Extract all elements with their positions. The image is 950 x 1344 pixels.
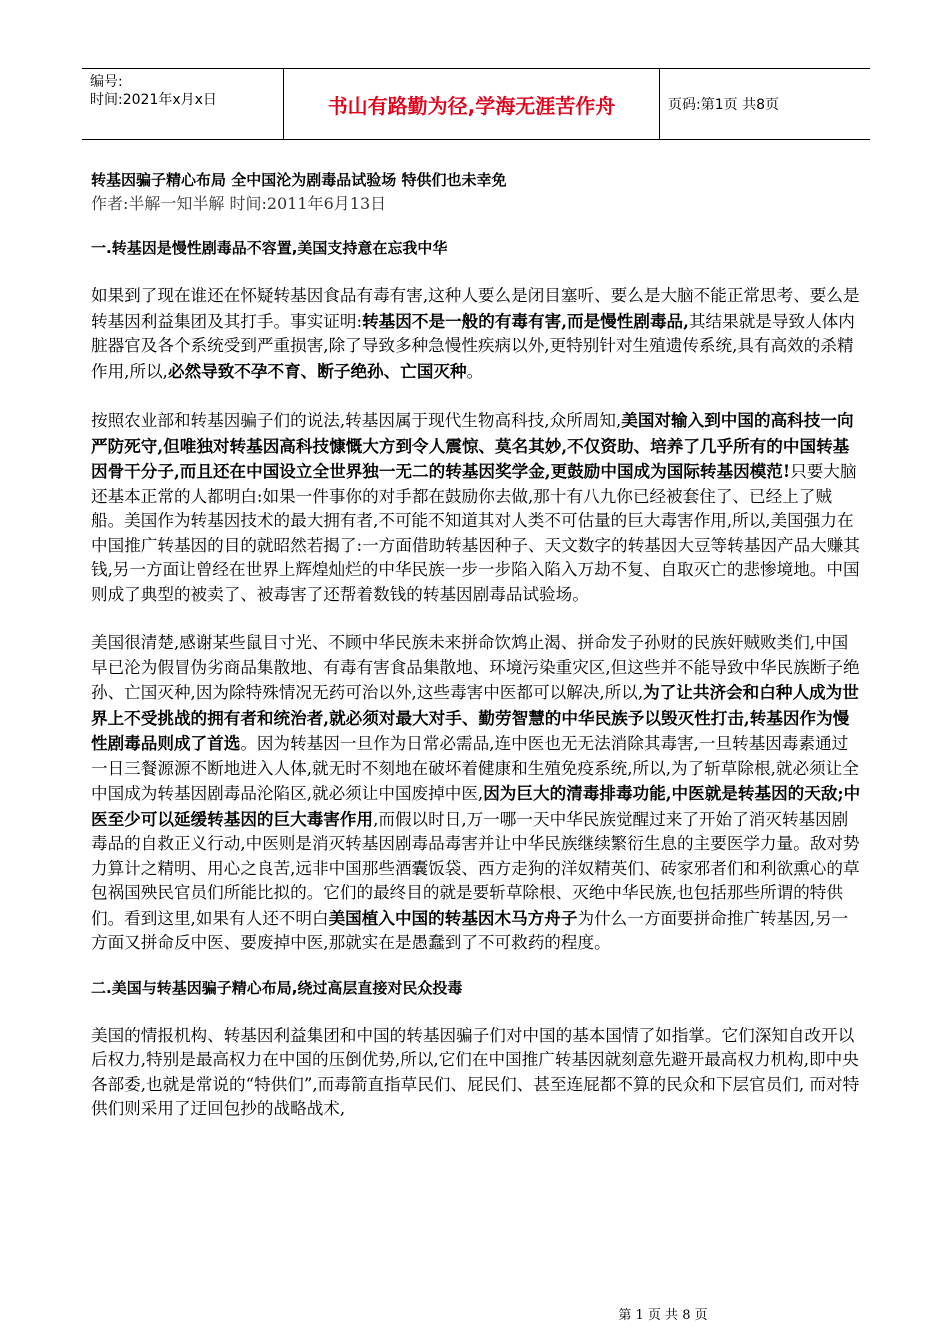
article-meta: 作者:半解一知半解 时间:2011年6月13日 xyxy=(91,194,387,213)
text-run: 。因为转基因一旦作为日常必需品,连中医也无无法消除其毒害,一旦转基因毒素通过一日三餐源源不断地进入人体,就无时不刻地在破坏着健康和生殖免疫系统,所以,为了斩草除根,就必须让全中国成为转基因剧毒品沦陷区,就必须让中国废掉中医, xyxy=(91,734,859,803)
emphasis-run: 美国植入中国的转基因木马方舟子 xyxy=(328,907,578,928)
emphasis-run: 必然导致不孕不育、断子绝孙、亡国灭种 xyxy=(167,360,467,381)
paragraph-1 xyxy=(91,284,861,384)
text-run: ,而假以时日,万一哪一天中华民族觉醒过来了开始了消灭转基因剧毒品的自救正义行动,中医则是消灭转基因剧毒品毒害并让中华民族继续繁衍生息的主要医学力量。敌对势力算计之精明、用心之良苦,远非中国那些酒囊饭袋、西方走狗的洋奴精英们、砖家邪者们和利欲熏心的草包祸国殃民官员们所能比拟的。它们的最终目的就是要斩草除根、灭绝中华民族,也包括那些所谓的特供们。看到这里,如果有人还不明白 xyxy=(91,809,860,928)
page-footer xyxy=(0,1304,950,1323)
text-run: 只要大脑还基本正常的人都明白:如果一件事你的对手都在鼓励你去做,那十有八九你已经被套住了、已经上了贼船。美国作为转基因技术的最大拥有者,不可能不知道其对人类不可估量的巨大毒害作用,所以,美国强力在中国推广转基因的目的就昭然若揭了:一方面借助转基因种子、天文数字的转基因大豆等转基因产品大赚其钱,另一方面让曾经在世界上辉煌灿烂的中华民族一步一步陷入陷入万劫不复、自取灭亡的悲惨境地。中国则成了典型的被卖了、被毒害了还帮着数钱的转基因剧毒品试验场。 xyxy=(91,462,860,604)
paragraph-4 xyxy=(91,1024,861,1122)
emphasis-run: 转基因不是一般的有毒有害,而是慢性剧毒品, xyxy=(362,310,689,331)
article-body xyxy=(91,168,861,1122)
text-run: 为什么一方面要拼命推广转基因,另一方面又拼命反中医、要废掉中医,那就实在是愚蠢到了不可救药的程度。 xyxy=(91,908,849,952)
section2-heading: 二.美国与转基因骗子精心布局,绕过高层直接对民众投毒 xyxy=(91,978,463,997)
emphasis-run: 因为巨大的清毒排毒功能,中医就是转基因的天敌;中医至少可以延缓转基因的巨大毒害作用 xyxy=(91,783,861,829)
text-run: 。 xyxy=(466,361,484,381)
section1-heading: 一.转基因是慢性剧毒品不容置,美国支持意在忘我中华 xyxy=(91,239,448,257)
text-run: 美国的情报机构、转基因利益集团和中国的转基因骗子们对中国的基本国情了如指掌。它们深知自改开以后权力,特别是最高权力在中国的压倒优势,所以,它们在中国推广转基因就刻意先避开最高权力机构,即中央各部委,也就是常说的“特供们”,而毒箭直指草民们、屁民们、甚至连屁都不算的民众和下层官员们, 而对特供们则采用了迂回包抄的战略战术, xyxy=(91,1025,860,1118)
paragraph-3 xyxy=(91,631,861,956)
paragraph-2 xyxy=(91,408,861,607)
emphasis-run: 美国对输入到中国的高科技一向严防死守,但唯独对转基因高科技慷慨大方到令人震惊、莫名其妙,不仅资助、培养了几乎所有的中国转基因骨干分子,而且还在中国设立全世界独一无二的转基因奖学金,更鼓励中国成为国际转基因模范! xyxy=(91,410,854,481)
header-page-info: 页码:第1页 共8页 xyxy=(668,97,779,113)
text-run: 其结果就是导致人体内脏器官及各个系统受到严重损害,除了导致多种急慢性疾病以外,更特别针对生殖遗传系统,具有高效的杀精作用,所以, xyxy=(91,311,855,381)
header-motto: 书山有路勤为径,学海无涯苦作舟 xyxy=(284,69,660,139)
text-run: 按照农业部和转基因骗子们的说法,转基因属于现代生物高科技,众所周知, xyxy=(91,411,622,430)
text-run: 如果到了现在谁还在怀疑转基因食品有毒有害,这种人要么是闭目塞听、要么是大脑不能正常思考、要么是转基因利益集团及其打手。事实证明: xyxy=(91,286,860,331)
header-meta xyxy=(82,69,284,139)
footer-page-number: 第 1 页 共 8 页 xyxy=(618,1308,708,1323)
document-header xyxy=(82,68,870,140)
article-title: 转基因骗子精心布局 全中国沦为剧毒品试验场 特供们也未幸免 xyxy=(91,171,507,189)
text-run: 美国很清楚,感谢某些鼠目寸光、不顾中华民族未来拼命饮鸩止渴、拼命发子孙财的民族奸贼败类们,中国早已沦为假冒伪劣商品集散地、有毒有害食品集散地、环境污染重灾区,但这些并不能导致中华民族断子绝孙、亡国灭种,因为除特殊情况无药可治以外,这些毒害中医都可以解决,所以, xyxy=(91,633,860,702)
time-label: 时间:2021年x月x日 xyxy=(90,92,217,108)
number-label: 编号: xyxy=(90,74,123,90)
emphasis-run: 为了让共济会和白种人成为世界上不受挑战的拥有者和统治者,就必须对最大对手、勤劳智慧的中华民族予以毁灭性打击,转基因作为慢性剧毒品则成了首选 xyxy=(91,682,859,753)
